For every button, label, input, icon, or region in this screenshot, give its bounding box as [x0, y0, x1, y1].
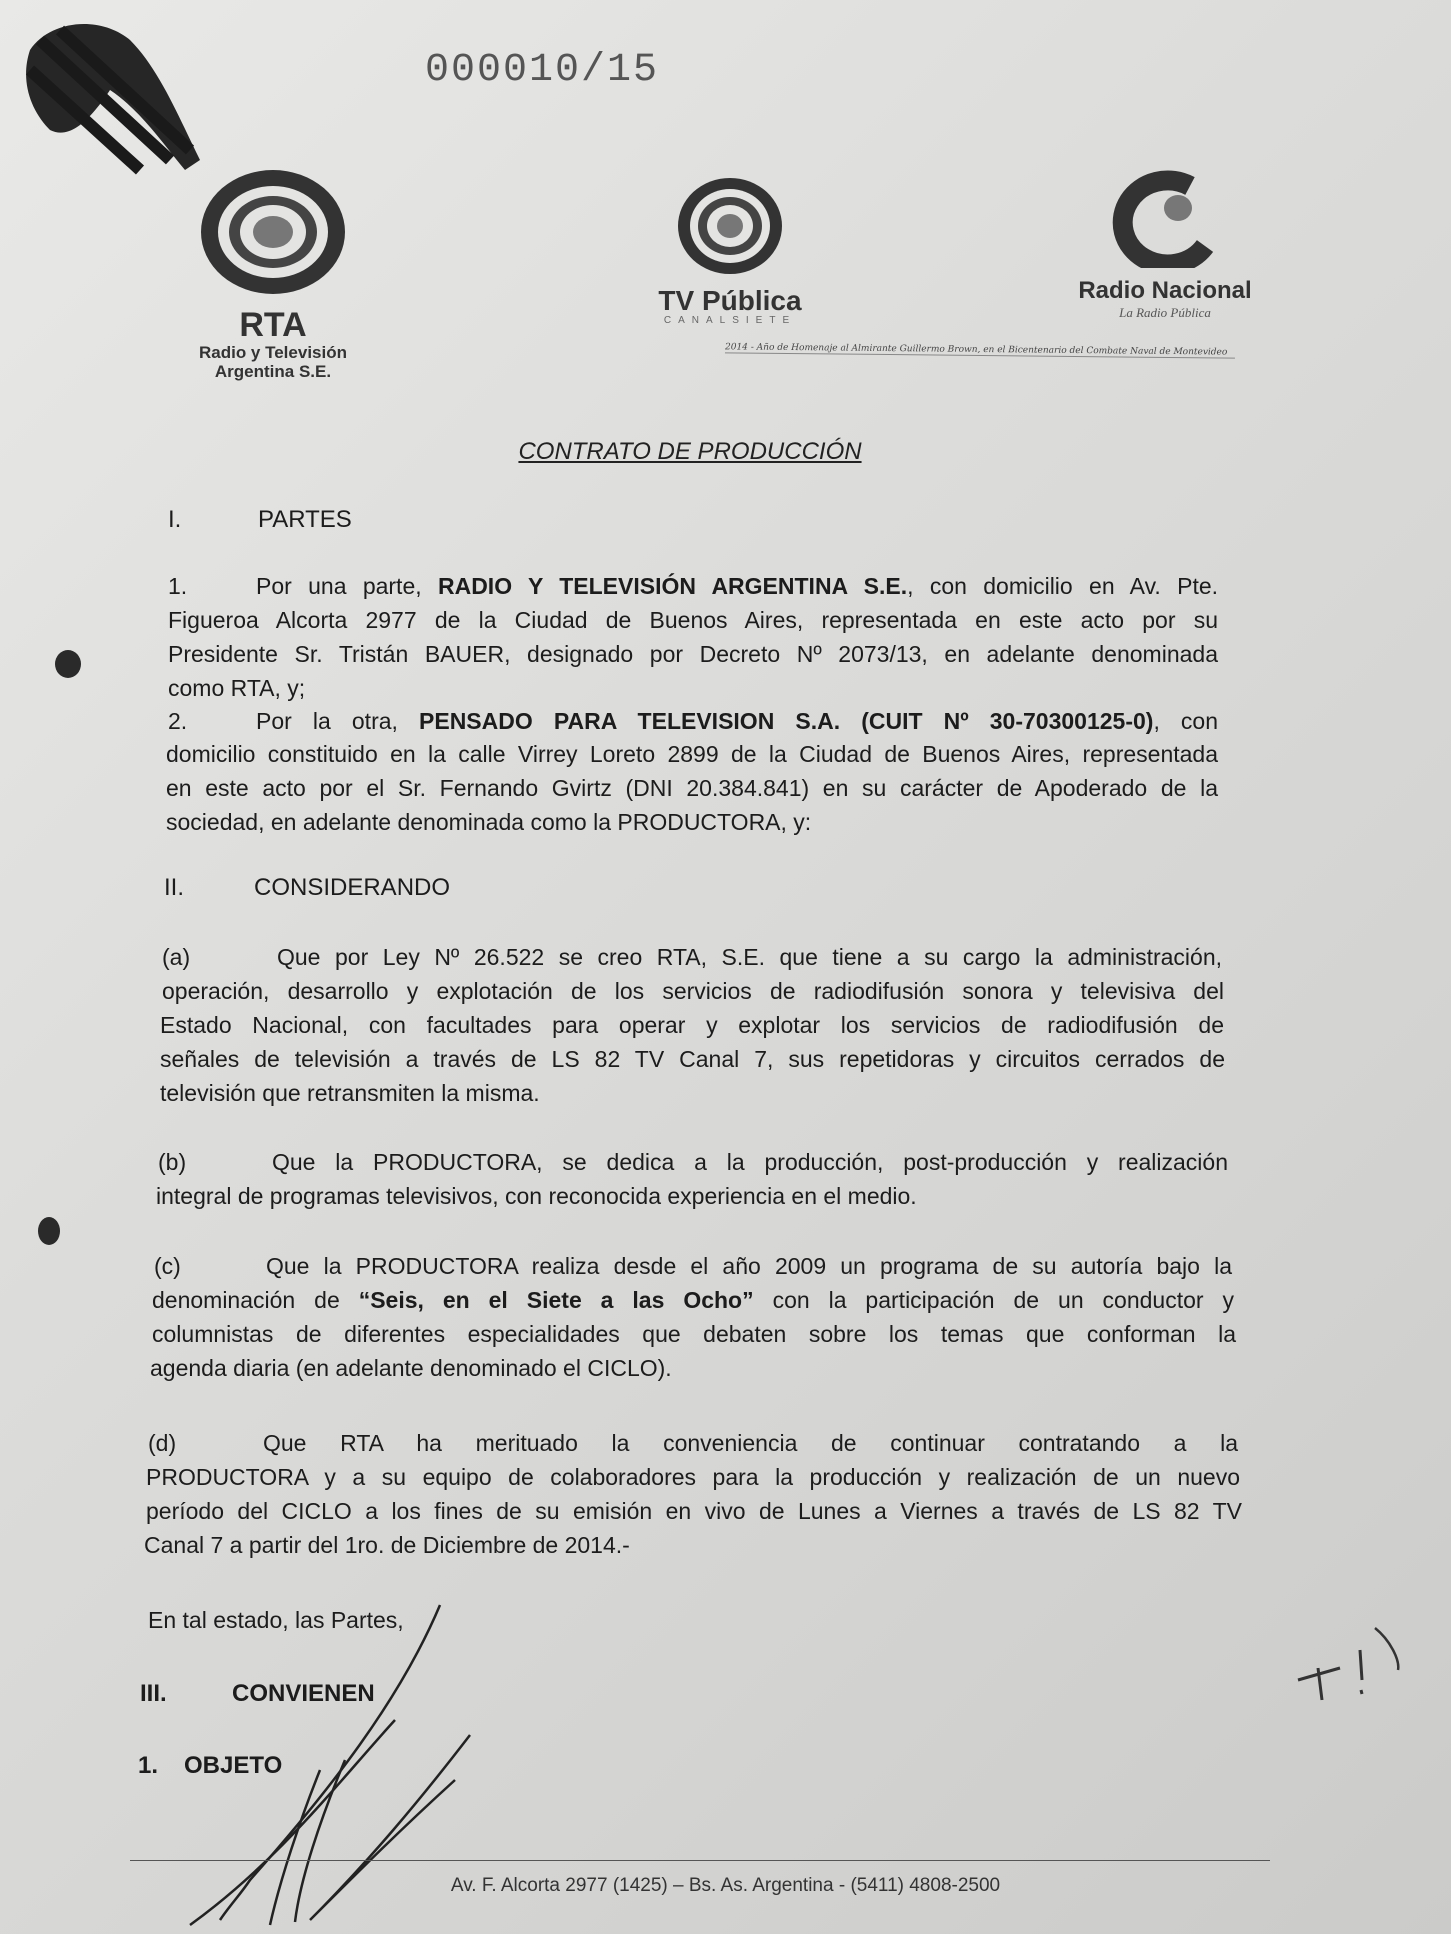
considerando-d-line3: período del CICLO a los fines de su emisión en vivo de Lunes a Viernes a través de LS 82 TV — [146, 1498, 1242, 1524]
partes-p1-line3: Presidente Sr. Tristán BAUER, designado por Decreto Nº 2073/13, en adelante denominada — [168, 641, 1218, 667]
partes-p2-line3: en este acto por el Sr. Fernando Gvirtz (DNI 20.384.841) en su carácter de Apoderado de la — [166, 775, 1218, 801]
document-title: CONTRATO DE PRODUCCIÓN — [518, 438, 862, 465]
partes-p1-line1: 1. Por una parte, RADIO Y TELEVISIÓN ARGENTINA S.E., con domicilio en Av. Pte. — [168, 573, 1219, 599]
considerando-a-line2: operación, desarrollo y explotación de los servicios de radiodifusión sonora y televisiva del — [162, 978, 1224, 1004]
considerando-d-line1: (d) Que RTA ha merituado la conveniencia de continuar contratando a la — [148, 1430, 1238, 1456]
section-numeral: I. — [168, 506, 182, 533]
estado-line: En tal estado, las Partes, — [148, 1607, 404, 1633]
considerando-c-line3: columnistas de diferentes especialidades que debaten sobre los temas que conforman la — [152, 1321, 1236, 1347]
radio-nacional-logo — [1060, 168, 1270, 321]
tv-publica-logo-name: TV Pública — [658, 285, 802, 316]
document-number-stamp: 000010/15 — [425, 48, 660, 93]
footer-address: Av. F. Alcorta 2977 (1425) – Bs. As. Argentina - (5411) 4808-2500 — [450, 1875, 1001, 1896]
rta-logo — [178, 170, 368, 381]
tv-publica-logo-tagline: CANALSIETE — [663, 315, 797, 326]
rta-logo-name: RTA — [239, 306, 307, 344]
section-objeto-heading: 1. OBJETO — [138, 1752, 283, 1779]
partes-p1-line4: como RTA, y; — [168, 675, 306, 701]
considerando-d-line4: Canal 7 a partir del 1ro. de Diciembre de 2014.- — [144, 1532, 630, 1558]
punch-hole — [38, 1217, 60, 1245]
considerando-c-line1: (c) Que la PRODUCTORA realiza desde el año 2009 un programa de su autoría bajo la — [154, 1253, 1232, 1279]
section-convienen-heading: III. CONVIENEN — [140, 1680, 375, 1707]
considerando-c-line2: denominación de “Seis, en el Siete a las Ocho” con la participación de un conductor y — [152, 1287, 1235, 1313]
section-considerando-heading: II. CONSIDERANDO — [164, 874, 451, 901]
rta-logo-line2: Argentina S.E. — [214, 362, 332, 381]
considerando-d-line2: PRODUCTORA y a su equipo de colaboradores para la producción y realización de un nuevo — [146, 1464, 1240, 1490]
partes-p2-line4: sociedad, en adelante denominada como la PRODUCTORA, y: — [166, 809, 812, 835]
considerando-b-line1: (b) Que la PRODUCTORA, se dedica a la producción, post-producción y realización — [158, 1149, 1228, 1175]
punch-hole — [55, 650, 81, 678]
radio-nacional-logo-icon — [1110, 168, 1220, 268]
radio-nacional-logo-tagline: La Radio Pública — [1119, 305, 1211, 320]
considerando-b-line2: integral de programas televisivos, con reconocida experiencia en el medio. — [156, 1183, 917, 1209]
considerando-a-line1: (a) Que por Ley Nº 26.522 se creo RTA, S.E. que tiene a su cargo la administración, — [162, 944, 1222, 970]
tv-publica-logo-icon — [675, 176, 785, 276]
party-productora: PENSADO PARA TELEVISION S.A. (CUIT Nº 30-70300125-0) — [419, 708, 1154, 734]
header-motto: 2014 - Año de Homenaje al Almirante Guillermo Brown, en el Bicentenario del Combate Naval de Montevideo — [725, 342, 1235, 358]
section-title: PARTES — [258, 506, 352, 533]
program-name: “Seis, en el Siete a las Ocho” — [358, 1287, 754, 1313]
rta-logo-line1: Radio y Televisión — [198, 343, 347, 362]
rta-logo-icon — [198, 170, 348, 300]
section-partes-heading — [168, 506, 352, 534]
redaction-scribble — [10, 10, 210, 180]
radio-nacional-logo-name: Radio Nacional — [1078, 277, 1252, 304]
considerando-a-line3: Estado Nacional, con facultades para operar y explotar los servicios de radiodifusión de — [160, 1012, 1224, 1038]
party-rta: RADIO Y TELEVISIÓN ARGENTINA S.E. — [437, 573, 908, 599]
considerando-a-line5: televisión que retransmiten la misma. — [160, 1080, 540, 1106]
tv-publica-logo — [640, 176, 820, 326]
considerando-c-line4: agenda diaria (en adelante denominado el CICLO). — [150, 1355, 672, 1381]
partes-p2-line1: 2. Por la otra, PENSADO PARA TELEVISION S.A. (CUIT Nº 30-70300125-0), con — [168, 708, 1219, 734]
partes-p1-line2: Figueroa Alcorta 2977 de la Ciudad de Buenos Aires, representada en este acto por su — [168, 607, 1218, 633]
considerando-a-line4: señales de televisión a través de LS 82 TV Canal 7, sus repetidoras y circuitos cerrados de — [160, 1046, 1225, 1072]
footer-divider — [130, 1860, 1270, 1861]
partes-p2-line2: domicilio constituido en la calle Virrey Loreto 2899 de la Ciudad de Buenos Aires, representada — [166, 741, 1218, 767]
